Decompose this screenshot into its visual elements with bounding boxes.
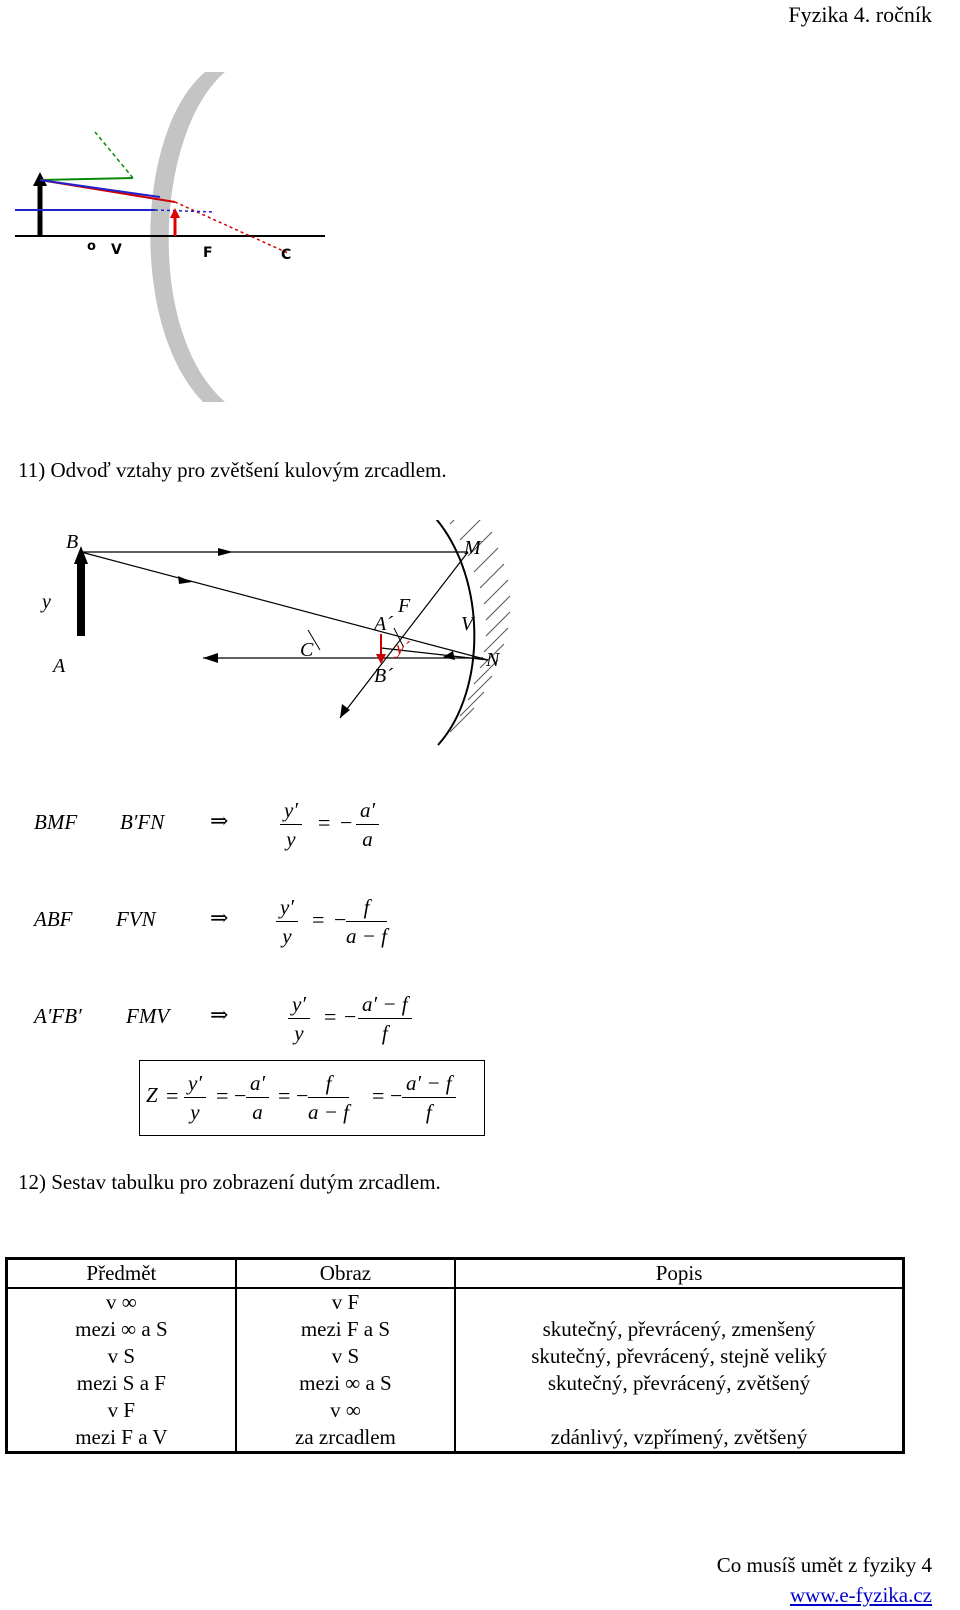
label-B: B [66, 531, 79, 553]
label-o: o [87, 239, 96, 254]
eq1-equals: = [318, 810, 331, 835]
table-header-row [7, 1259, 904, 1289]
table-row: v ∞ v F [7, 1288, 904, 1316]
label-N: N [486, 649, 500, 671]
z-symbol: Z [146, 1083, 158, 1107]
eq2-rhs-fraction: $\frac{f}{a - f}$ [346, 895, 388, 948]
z-fraction-3: $\frac{f}{a - f}$ [308, 1071, 350, 1124]
page-header-title: Fyzika 4. ročník [788, 2, 932, 27]
label-B-prime: B´ [374, 665, 393, 687]
eq2-triangle-1: ABF [34, 907, 73, 931]
eq1-triangle-2: B′FN [120, 810, 165, 834]
eq2-lhs-fraction: $\frac{y'}{y}$ [276, 893, 298, 950]
footer-title: Co musíš umět z fyziky 4 [716, 1553, 932, 1577]
eq3-equals: = [324, 1004, 337, 1029]
table-row: mezi ∞ a S mezi F a S skutečný, převrácený, zmenšený [7, 1316, 904, 1343]
table-row: v F v ∞ [7, 1397, 904, 1424]
object-y [77, 558, 85, 636]
eq3-rhs-fraction: $\frac{a' - f}{f}$ [358, 990, 412, 1047]
label-c: C [281, 247, 292, 263]
z-fraction-2: $\frac{a'}{a}$ [246, 1069, 269, 1126]
label-M: M [464, 537, 481, 559]
eq2-implies: ⇒ [210, 905, 229, 930]
label-f: F [203, 245, 213, 261]
magnification-formula-box: Z = $\frac{y'}{y}$ = − $\frac{a'}{a}$ = − $\frac{f}{a - f}$ = − $\frac{a' - f}{f}$ [139, 1060, 485, 1136]
label-v: V [111, 242, 122, 258]
table-row: mezi S a F mezi ∞ a S skutečný, převrácený, zvětšený [7, 1370, 904, 1397]
table-row: mezi F a V za zrcadlem zdánlivý, vzpřímený, zvětšený [7, 1424, 904, 1453]
eq3-triangle-2: FMV [126, 1004, 170, 1028]
z-fraction-1: $\frac{y'}{y}$ [184, 1069, 206, 1126]
eq3-triangle-1: A′FB′ [34, 1004, 82, 1028]
concave-mirror-table [5, 1257, 905, 1454]
eq1-implies: ⇒ [210, 808, 229, 833]
label-F: F [398, 595, 411, 617]
eq3-minus: − [344, 1004, 357, 1029]
footer-link[interactable]: www.e-fyzika.cz [789, 1583, 932, 1607]
eq1-triangle-1: BMF [34, 810, 78, 834]
eq3-implies: ⇒ [210, 1002, 229, 1027]
label-A: A [53, 655, 66, 677]
eq1-minus: − [340, 810, 353, 835]
eq1-lhs-fraction: $\frac{y'}{y}$ [280, 796, 302, 853]
mirror-ray-diagram [15, 72, 327, 402]
label-y-prime: y´ [396, 638, 410, 658]
eq2-minus: − [334, 907, 347, 932]
eq1-rhs-fraction: $\frac{a'}{a}$ [356, 796, 379, 853]
header-description: Popis [455, 1259, 903, 1289]
label-A-prime: A´ [374, 613, 393, 635]
label-y: y [42, 591, 51, 613]
z-fraction-4: $\frac{a' - f}{f}$ [402, 1069, 456, 1126]
question-11: 11) Odvoď vztahy pro zvětšení kulovým zrcadlem. [18, 458, 447, 482]
eq3-lhs-fraction: $\frac{y'}{y}$ [288, 990, 310, 1047]
magnification-construction-diagram [28, 520, 528, 750]
header-image: Obraz [236, 1259, 455, 1289]
eq2-triangle-2: FVN [116, 907, 156, 931]
label-V: V [461, 613, 474, 635]
question-12: 12) Sestav tabulku pro zobrazení dutým zrcadlem. [18, 1170, 441, 1194]
table-row: v S v S skutečný, převrácený, stejně veliký [7, 1343, 904, 1370]
header-object: Předmět [7, 1259, 236, 1289]
eq2-equals: = [312, 907, 325, 932]
label-C: C [300, 639, 314, 661]
